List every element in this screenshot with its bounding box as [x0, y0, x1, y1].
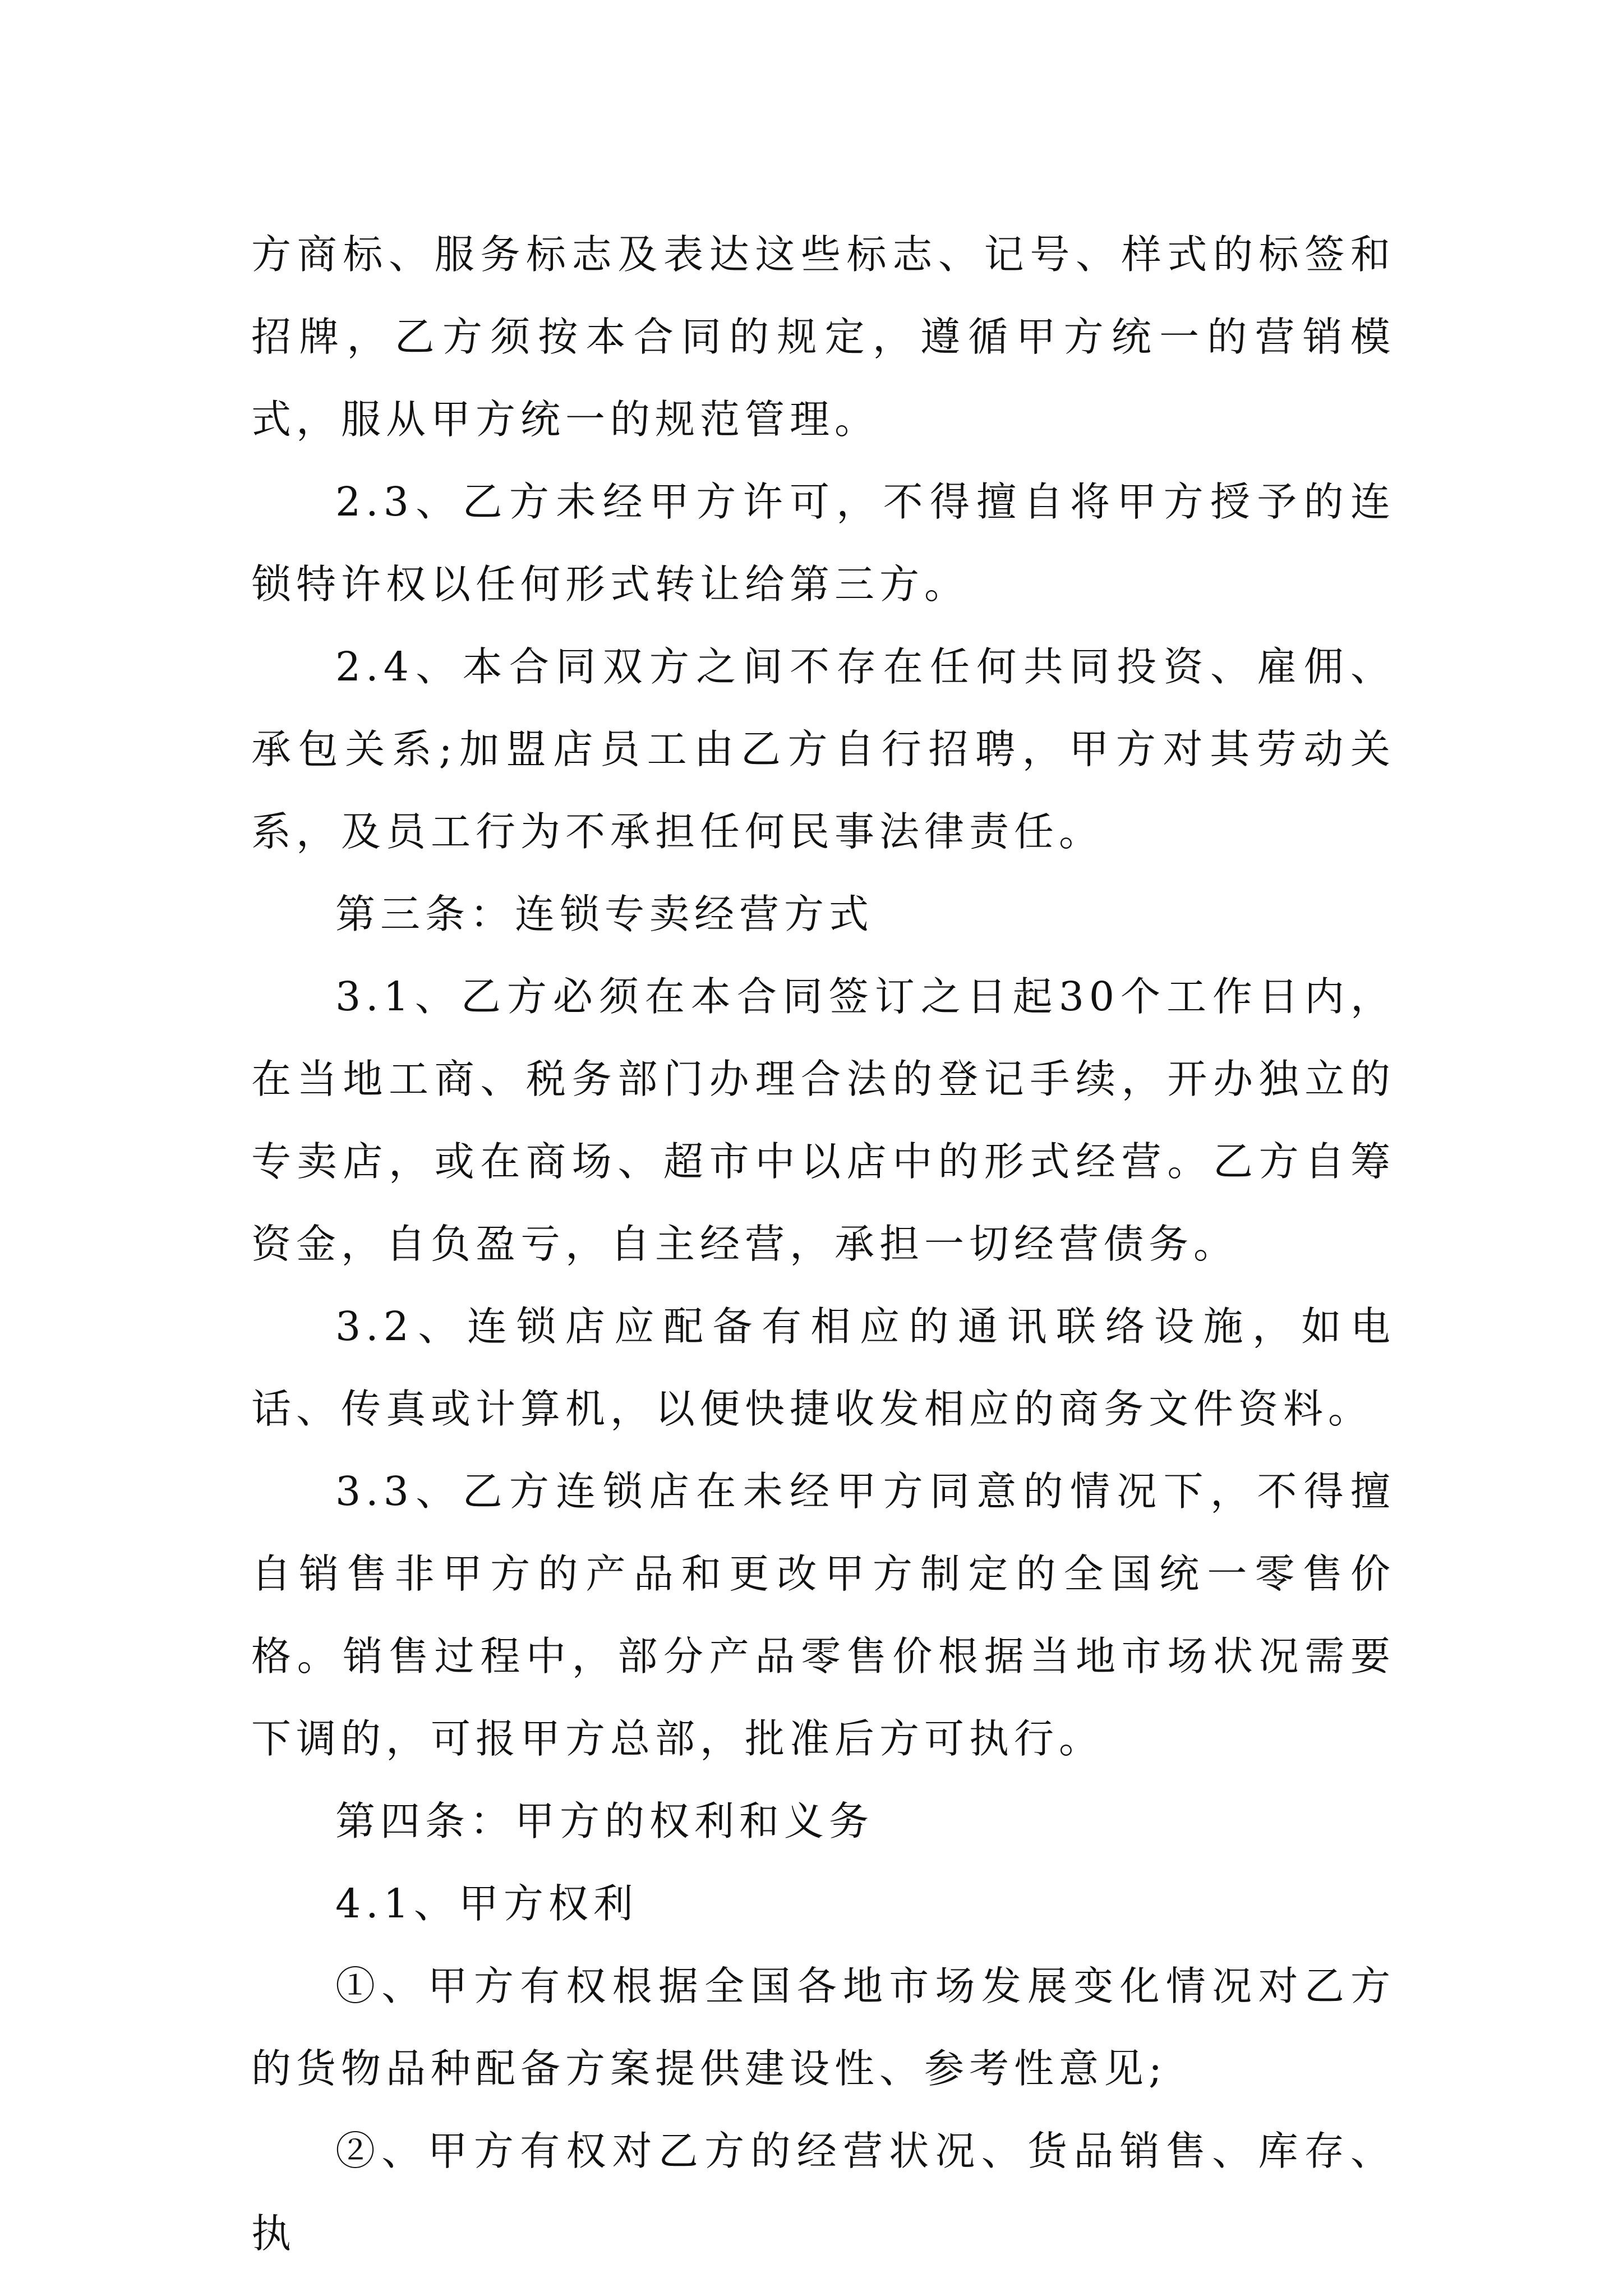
subsection-heading-4-1: 4.1、甲方权利 — [335, 1880, 638, 1927]
paragraph-clause-2-4: 2.4、本合同双方之间不存在任何共同投资、雇佣、承包关系;加盟店员工由乙方自行招聘，甲方对其劳动关系，及员工行为不承担任何民事法律责任。 — [251, 643, 1395, 855]
paragraph-clause-3-3: 3.3、乙方连锁店在未经甲方同意的情况下，不得擅自销售非甲方的产品和更改甲方制定的全国统一零售价格。销售过程中，部分产品零售价根据当地市场状况需要下调的，可报甲方总部，批准后方可执行。 — [251, 1468, 1395, 1762]
paragraph-clause-3-2: 3.2、连锁店应配备有相应的通讯联络设施，如电话、传真或计算机，以便快捷收发相应的商务文件资料。 — [251, 1303, 1395, 1432]
section-heading-article-3: 第三条：连锁专卖经营方式 — [335, 891, 874, 937]
paragraph-clause-3-1: 3.1、乙方必须在本合同签订之日起30个工作日内，在当地工商、税务部门办理合法的登记手续，开办独立的专卖店，或在商场、超市中以店中的形式经营。乙方自筹资金，自负盈亏，自主经营，承担一切经营债务。 — [251, 973, 1395, 1267]
paragraph-continuation: 方商标、服务标志及表达这些标志、记号、样式的标签和招牌，乙方须按本合同的规定，遵循甲方统一的营销模式，服从甲方统一的规范管理。 — [251, 231, 1395, 443]
section-heading-article-4: 第四条：甲方的权利和义务 — [335, 1798, 874, 1844]
paragraph-item-1: ①、甲方有权根据全国各地市场发展变化情况对乙方的货物品种配备方案提供建设性、参考性意见; — [251, 1963, 1395, 2092]
paragraph-item-2: ②、甲方有权对乙方的经营状况、货品销售、库存、执 — [251, 2128, 1395, 2257]
document-body — [251, 213, 1395, 2275]
paragraph-clause-2-3: 2.3、乙方未经甲方许可，不得擅自将甲方授予的连锁特许权以任何形式转让给第三方。 — [251, 478, 1395, 608]
